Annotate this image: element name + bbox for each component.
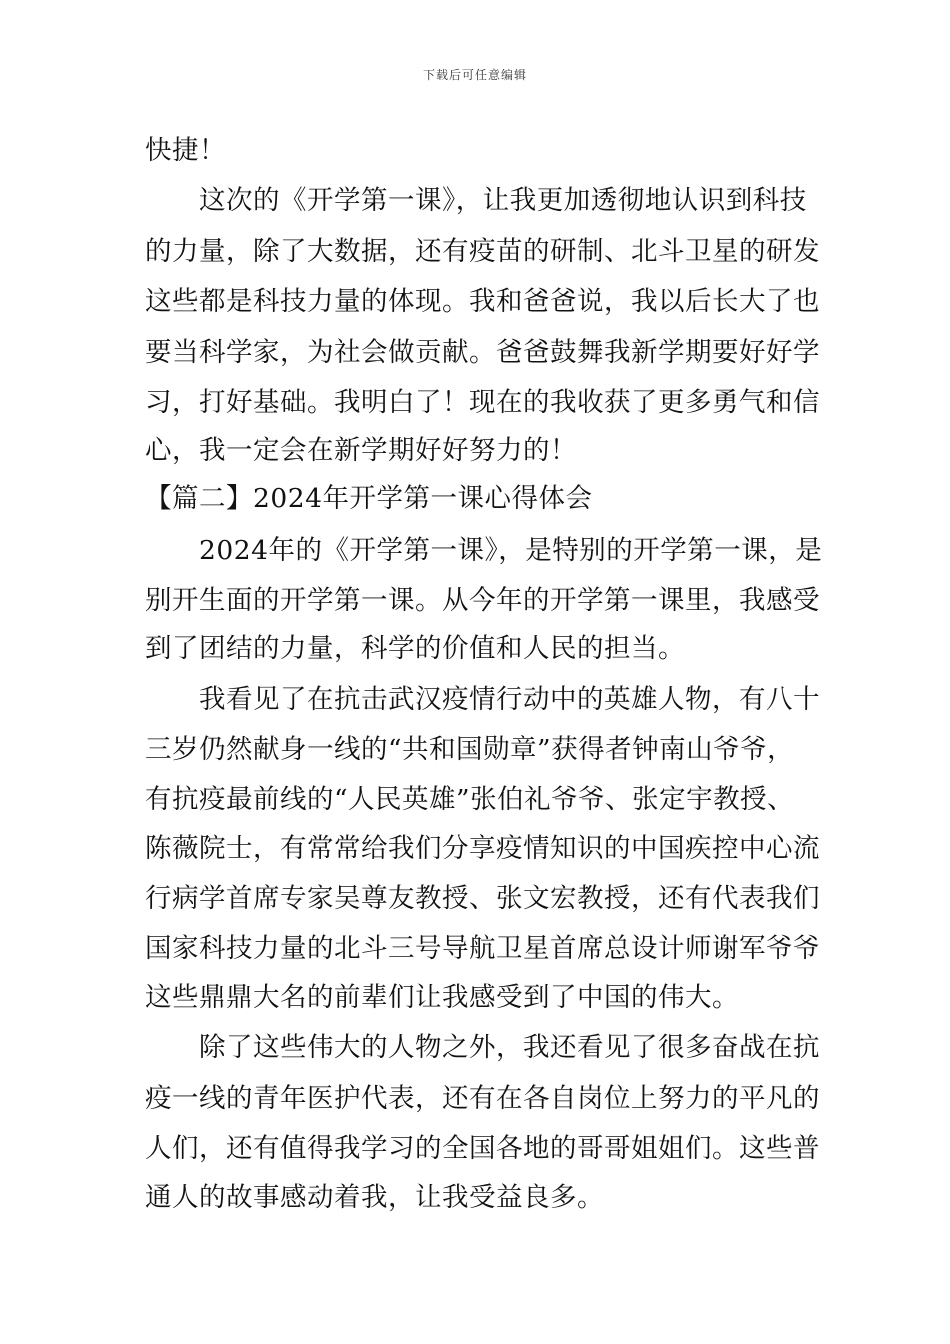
text-line: 2024年的《开学第一课》，是特别的开学第一课，是	[145, 535, 823, 566]
text-line: 人们，还有值得我学习的全国各地的哥哥姐姐们。这些普	[145, 1133, 820, 1164]
text-line: 这些鼎鼎大名的前辈们让我感受到了中国的伟大。	[145, 982, 739, 1013]
text-line: 通人的故事感动着我，让我受益良多。	[145, 1182, 604, 1213]
text-line: 这些都是科技力量的体现。我和爸爸说，我以后长大了也	[145, 286, 820, 317]
text-line: 到了团结的力量，科学的价值和人民的担当。	[145, 633, 685, 664]
text-line: 国家科技力量的北斗三号导航卫星首席总设计师谢军爷爷	[145, 933, 820, 964]
text-line: 行病学首席专家吴尊友教授、张文宏教授，还有代表我们	[145, 883, 820, 914]
text-line: 有抗疫最前线的“人民英雄”张伯礼爷爷、张定宇教授、	[145, 784, 795, 815]
section-heading: 【篇二】2024年开学第一课心得体会	[145, 483, 593, 514]
text-line: 习，打好基础。我明白了！现在的我收获了更多勇气和信	[145, 387, 820, 418]
text-line: 三岁仍然献身一线的“共和国勋章”获得者钟南山爷爷，	[145, 734, 795, 765]
text-line: 陈薇院士，有常常给我们分享疫情知识的中国疾控中心流	[145, 833, 820, 864]
text-line: 心，我一定会在新学期好好努力的！	[145, 435, 577, 466]
text-line: 快捷！	[145, 135, 226, 166]
text-line: 别开生面的开学第一课。从今年的开学第一课里，我感受	[145, 585, 820, 616]
page-header-note: 下载后可任意编辑	[422, 68, 527, 82]
text-line: 除了这些伟大的人物之外，我还看见了很多奋战在抗	[145, 1032, 820, 1063]
text-line: 疫一线的青年医护代表，还有在各自岗位上努力的平凡的	[145, 1083, 820, 1114]
text-line: 要当科学家，为社会做贡献。爸爸鼓舞我新学期要好好学	[145, 337, 820, 368]
text-line: 的力量，除了大数据，还有疫苗的研制、北斗卫星的研发	[145, 236, 820, 267]
text-line: 这次的《开学第一课》，让我更加透彻地认识到科技	[145, 185, 807, 216]
text-line: 我看见了在抗击武汉疫情行动中的英雄人物，有八十	[145, 684, 820, 715]
